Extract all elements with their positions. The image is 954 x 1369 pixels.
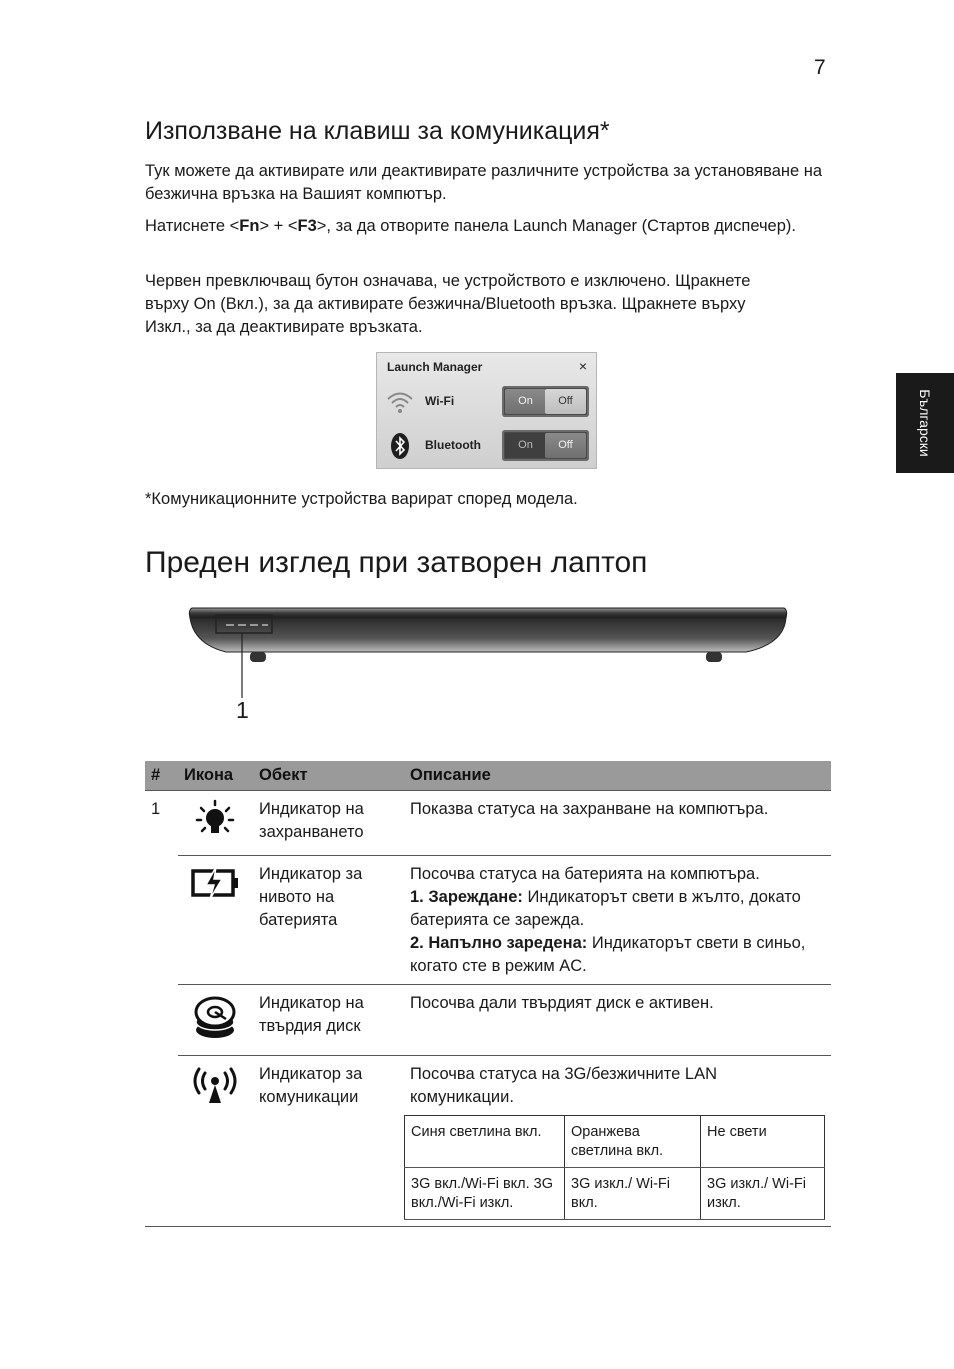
- table-header-row: [145, 761, 831, 791]
- paragraph-intro: Тук можете да активирате или деактивирате различните устройства за установяване на безжична връзка на Вашият компютър.: [145, 162, 823, 203]
- row-object: Индикатор за комуникации: [253, 1056, 404, 1227]
- header-icon: Икона: [178, 761, 253, 791]
- key-f3: F3: [297, 217, 317, 235]
- bluetooth-icon: [385, 432, 415, 460]
- header-object: Обект: [253, 761, 404, 791]
- communication-indicator-icon: [189, 1063, 241, 1107]
- subtable-row: [405, 1116, 825, 1168]
- row-description: Показва статуса на захранване на компютъра.: [404, 791, 831, 856]
- key-fn: Fn: [239, 217, 260, 235]
- paragraph-toggle-info: Червен превключващ бутон означава, че устройството е изключено. Щракнете върху On (Вкл.), за да активирате безжична/Bluetooth връзка. Щракнете върху Изкл., за да деактивирате връзката.: [145, 272, 751, 336]
- bluetooth-off-button[interactable]: Off: [545, 433, 586, 458]
- row-object: Индикатор на твърдия диск: [253, 985, 404, 1056]
- row-object: Индикатор на захранването: [253, 791, 404, 856]
- callout-number: 1: [236, 697, 249, 723]
- bluetooth-toggle[interactable]: [502, 430, 589, 461]
- section-heading-communication-key: Използване на клавиш за комуникация*: [145, 117, 610, 145]
- laptop-front-view-image: [186, 600, 790, 706]
- section-heading-front-view: Преден изглед при затворен лаптоп: [145, 546, 648, 579]
- row-description: Посочва статуса на батерията на компютъра. 1. Зареждане: Индикаторът свети в жълто, докато батерията се зарежда. 2. Напълно заредена: Индикаторът свети в синьо, когато сте в режим AC.: [404, 856, 831, 985]
- communication-status-subtable: [404, 1115, 825, 1220]
- row-num: [145, 856, 178, 985]
- header-description: Описание: [404, 761, 831, 791]
- row-description: Посочва статуса на 3G/безжичните LAN комуникации. Синя светлина вкл. Оранжева светлина вкл. Не свети 3G вкл./Wi-Fi вкл. 3G вкл./Wi-Fi изкл. 3G изкл./ Wi-Fi вкл. 3G изкл./ Wi-Fi изкл.: [404, 1056, 831, 1227]
- paragraph-shortcut: Натиснете <Fn> + <F3>, за да отворите панела Launch Manager (Стартов диспечер).: [145, 217, 796, 235]
- wifi-off-button[interactable]: Off: [545, 389, 586, 414]
- hdd-indicator-icon: [193, 992, 237, 1042]
- row-description: Посочва дали твърдият диск е активен.: [404, 985, 831, 1056]
- launch-manager-row-bluetooth: [385, 429, 590, 463]
- footnote: *Комуникационните устройства варират според модела.: [145, 490, 578, 508]
- page-number: 7: [814, 56, 826, 79]
- close-icon[interactable]: ×: [578, 358, 587, 374]
- row-num: [145, 1056, 178, 1227]
- wifi-label: Wi-Fi: [425, 394, 455, 408]
- battery-indicator-icon: [190, 863, 240, 903]
- subtable-cell: 3G вкл./Wi-Fi вкл. 3G вкл./Wi-Fi изкл.: [405, 1168, 565, 1220]
- table-row: [145, 985, 831, 1056]
- indicator-table: [145, 761, 831, 1227]
- launch-manager-title: Launch Manager: [387, 360, 483, 374]
- wifi-toggle[interactable]: [502, 386, 589, 417]
- table-row: [145, 791, 831, 856]
- header-num: #: [145, 761, 178, 791]
- subtable-cell: Оранжева светлина вкл.: [565, 1116, 701, 1168]
- wifi-icon: [385, 388, 415, 416]
- row-object: Индикатор за нивото на батерията: [253, 856, 404, 985]
- table-row: [145, 856, 831, 985]
- launch-manager-panel: [376, 352, 597, 469]
- language-side-tab: [896, 373, 954, 473]
- subtable-cell: Синя светлина вкл.: [405, 1116, 565, 1168]
- subtable-cell: 3G изкл./ Wi-Fi вкл.: [565, 1168, 701, 1220]
- power-indicator-icon: [193, 798, 237, 842]
- subtable-cell: Не свети: [701, 1116, 825, 1168]
- row-num: [145, 985, 178, 1056]
- wifi-on-button[interactable]: On: [505, 389, 546, 414]
- row-num: 1: [151, 800, 161, 818]
- bluetooth-on-button[interactable]: On: [505, 433, 546, 458]
- bluetooth-label: Bluetooth: [425, 438, 481, 452]
- launch-manager-row-wifi: [385, 385, 590, 419]
- subtable-cell: 3G изкл./ Wi-Fi изкл.: [701, 1168, 825, 1220]
- subtable-row: [405, 1168, 825, 1220]
- language-label: Български: [917, 389, 933, 457]
- table-row: [145, 1056, 831, 1227]
